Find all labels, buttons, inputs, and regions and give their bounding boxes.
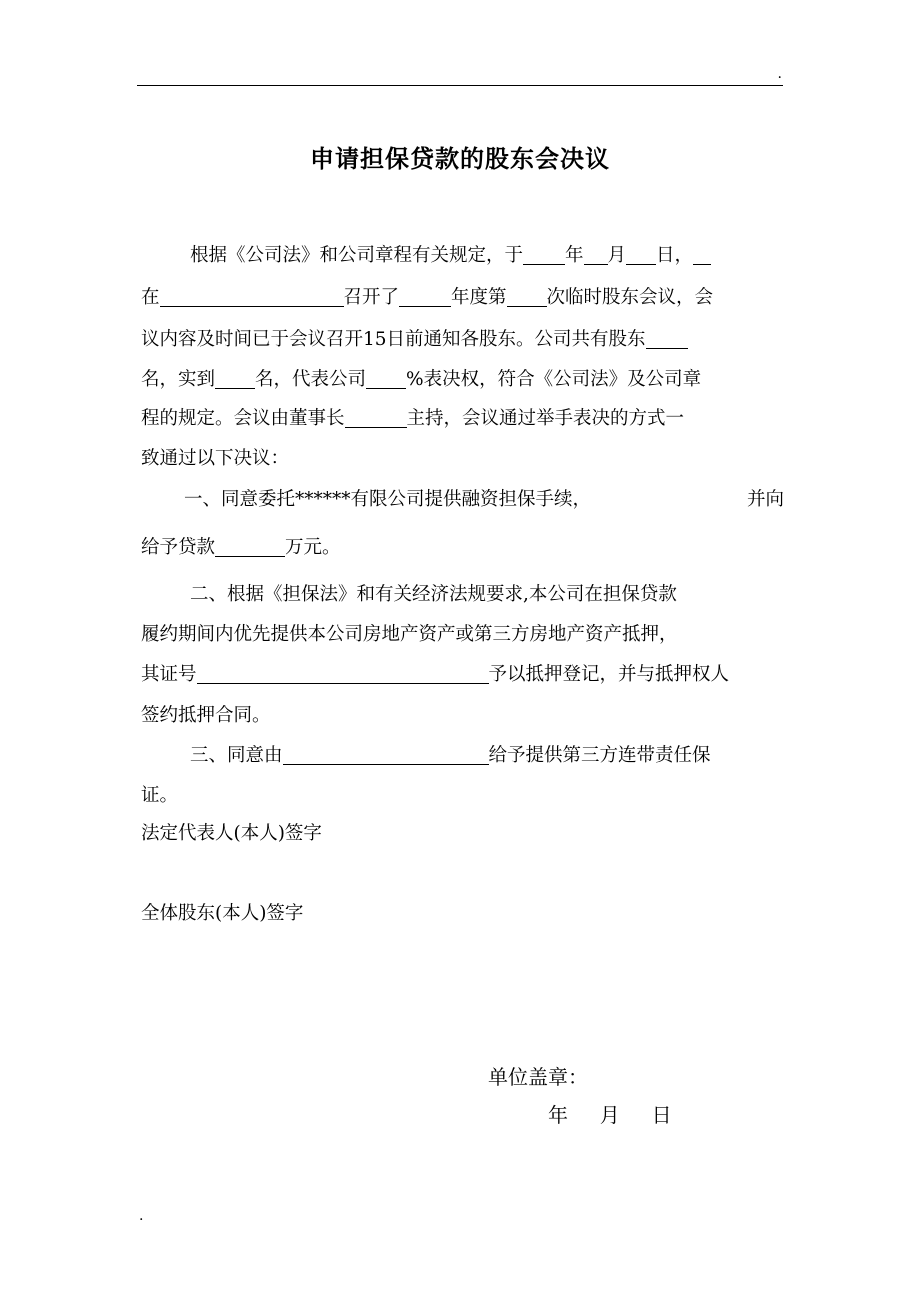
paragraph-1-line-6: 致通过以下决议： — [141, 448, 290, 469]
date-day: 日 — [651, 1103, 672, 1127]
blank-day[interactable] — [626, 244, 656, 265]
resolution-2-line-1: 二、根据《担保法》和有关经济法规要求,本公司在担保贷款 — [190, 584, 677, 605]
page-title: 申请担保贷款的股东会决议 — [310, 145, 610, 173]
blank-chairman[interactable] — [345, 407, 407, 428]
paragraph-1-line-1: 根据《公司法》和公司章程有关规定，于 年 月 日， — [190, 242, 782, 270]
company-seal-label: 单位盖章： — [488, 1065, 588, 1089]
shareholders-signature-label: 全体股东(本人)签字 — [141, 903, 304, 924]
blank-shareholder-count[interactable] — [646, 328, 688, 349]
blank-attendees[interactable] — [215, 368, 255, 389]
blank-fiscal-year[interactable] — [399, 286, 451, 307]
seal-date — [548, 1101, 672, 1129]
date-year: 年 — [548, 1103, 568, 1127]
blank-certificate-number[interactable] — [197, 663, 489, 684]
resolution-3-line-2: 证。 — [141, 785, 179, 806]
header-mark: . — [777, 66, 782, 82]
resolution-3-line-1: 三、同意由 给予提供第三方连带责任保 — [190, 745, 711, 766]
footer-mark: . — [139, 1208, 144, 1224]
resolution-2-line-4: 签约抵押合同。 — [141, 705, 271, 726]
paragraph-1-line-3: 议内容及时间已于会议召开15日前通知各股东。公司共有股东 — [141, 326, 781, 354]
blank-loan-amount[interactable] — [215, 536, 285, 557]
blank-month[interactable] — [584, 244, 608, 265]
blank-year[interactable] — [523, 244, 565, 265]
resolution-1-line-1: 一、同意委托******有限公司提供融资担保手续， 并向 — [184, 489, 784, 510]
blank-guarantor[interactable] — [283, 744, 489, 765]
legal-rep-signature-label: 法定代表人(本人)签字 — [141, 823, 322, 844]
blank-extra[interactable] — [693, 244, 711, 265]
paragraph-1-line-4: 名，实到 名，代表公司 %表决权，符合《公司法》及公司章 — [141, 369, 702, 390]
blank-location[interactable] — [160, 286, 344, 307]
paragraph-1-line-2: 在 召开了 年度第 次临时股东会议，会 — [141, 287, 714, 308]
resolution-2-line-2: 履约期间内优先提供本公司房地产资产或第三方房地产资产抵押， — [141, 624, 678, 645]
blank-meeting-number[interactable] — [507, 286, 547, 307]
resolution-2-line-3: 其证号 予以抵押登记，并与抵押权人 — [141, 664, 730, 685]
date-month: 月 — [599, 1103, 620, 1127]
resolution-1-line-2: 给予贷款 万元。 — [141, 537, 341, 558]
header-rule — [137, 85, 783, 86]
paragraph-1-line-5: 程的规定。会议由董事长 主持，会议通过举手表决的方式一 — [141, 408, 685, 429]
blank-voting-percent[interactable] — [366, 368, 406, 389]
